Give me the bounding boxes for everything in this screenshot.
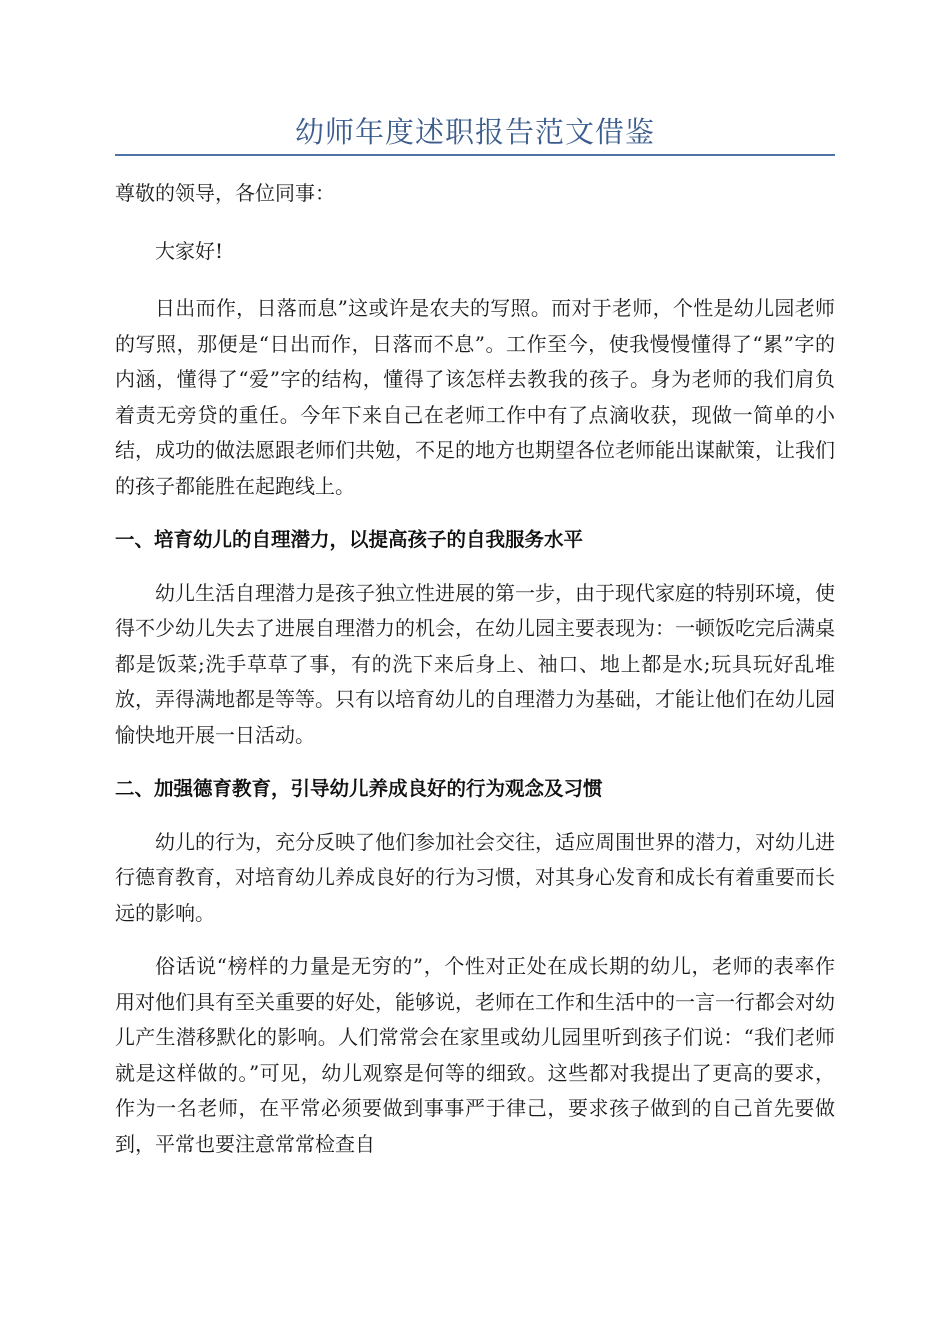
section-2-paragraph-2: 俗话说“榜样的力量是无穷的”，个性对正处在成长期的幼儿，老师的表率作用对他们具有至关重要的好处，能够说，老师在工作和生活中的一言一行都会对幼儿产生潜移默化的影响。人们常常会在家里或幼儿园里听到孩子们说：“我们老师就是这样做的。”可见，幼儿观察是何等的细致。这些都对我提出了更高的要求，作为一名老师，在平常必须要做到事事严于律己，要求孩子做到的自己首先要做到，平常也要注意常常检查自 xyxy=(115,954,835,1156)
section-1-paragraph-1: 幼儿生活自理潜力是孩子独立性进展的第一步，由于现代家庭的特别环境，使得不少幼儿失去了进展自理潜力的机会，在幼儿园主要表现为：一顿饭吃完后满桌都是饭菜;洗手草草了事，有的洗下来后身上、袖口、地上都是水;玩具玩好乱堆放，弄得满地都是等等。只有以培育幼儿的自理潜力为基础，才能让他们在幼儿园愉快地开展一日活动。 xyxy=(115,580,835,747)
intro-paragraph: 日出而作，日落而息”这或许是农夫的写照。而对于老师，个性是幼儿园老师的写照，那便是“日出而作，日落而不息”。工作至今，使我慢慢懂得了“累”字的内涵，懂得了“爱”字的结构，懂得了该怎样去教我的孩子。身为老师的我们肩负着责无旁贷的重任。今年下来自己在老师工作中有了点滴收获，现做一简单的小结，成功的做法愿跟老师们共勉，不足的地方也期望各位老师能出谋献策，让我们的孩子都能胜在起跑线上。 xyxy=(115,296,835,498)
section-heading-2: 二、加强德育教育，引导幼儿养成良好的行为观念及习惯 xyxy=(115,777,603,800)
section-heading-1: 一、培育幼儿的自理潜力，以提高孩子的自我服务水平 xyxy=(115,528,584,551)
document-body xyxy=(115,176,835,1180)
document-title: 幼师年度述职报告范文借鉴 xyxy=(294,115,655,149)
section-2-paragraph-1: 幼儿的行为，充分反映了他们参加社会交往，适应周围世界的潜力，对幼儿进行德育教育，对培育幼儿养成良好的行为习惯，对其身心发育和成长有着重要而长远的影响。 xyxy=(115,829,835,925)
salutation: 尊敬的领导，各位同事： xyxy=(115,181,335,205)
title-underline xyxy=(115,154,835,156)
greeting: 大家好! xyxy=(155,238,224,263)
